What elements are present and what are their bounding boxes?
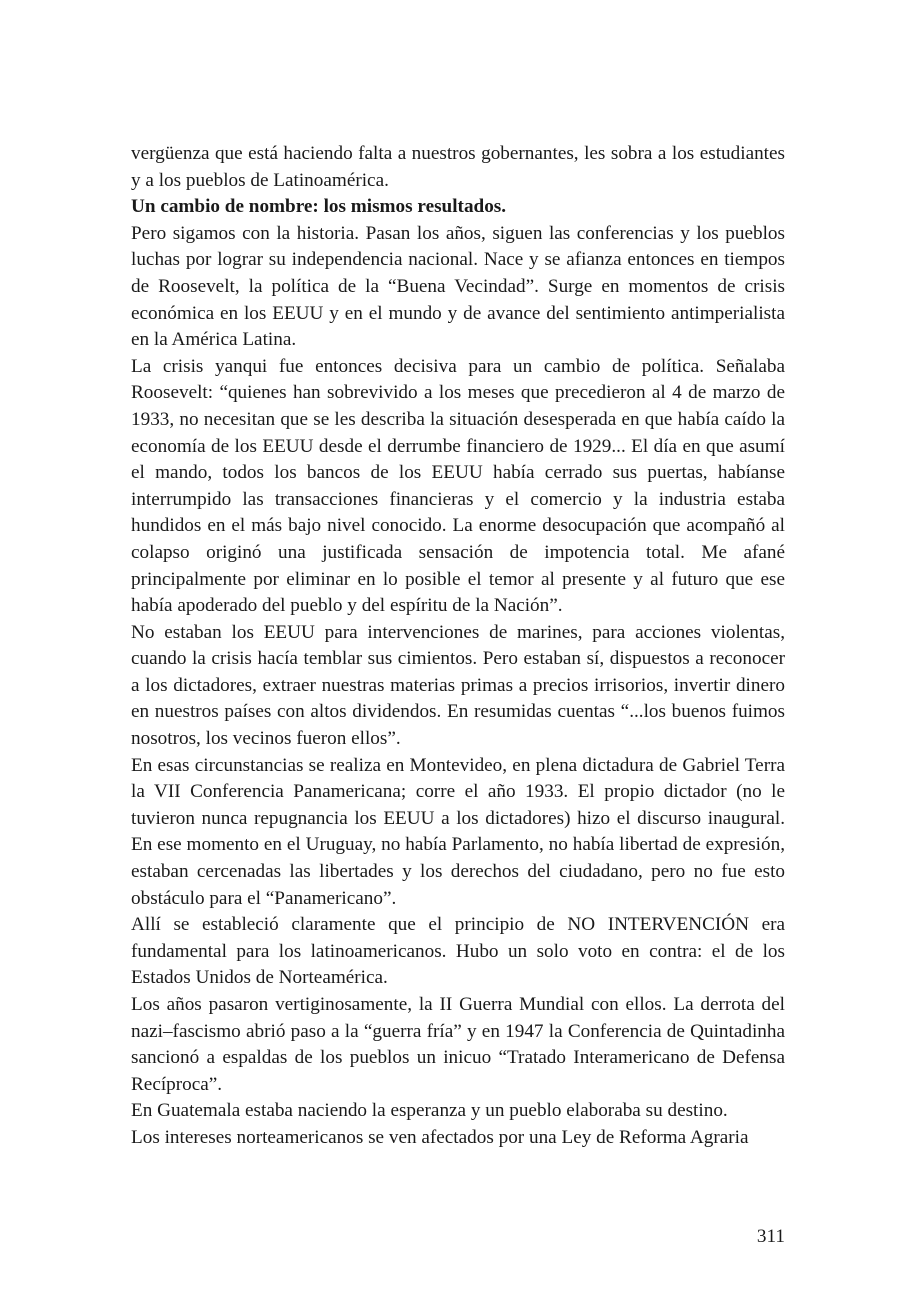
page-number: 311 (756, 1226, 785, 1247)
paragraph: Los intereses norteamericanos se ven afectados por una Ley de Reforma Agraria (131, 1126, 749, 1148)
paragraph: vergüenza que está haciendo falta a nuestros gobernantes, les sobra a los estudiantes y a los pueblos de Latinoamérica. (131, 143, 785, 191)
paragraph: No estaban los EEUU para intervenciones de marines, para acciones violentas, cuando la crisis hacía temblar sus cimientos. Pero estaban sí, dispuestos a reconocer a los dictadores, extraer nuestras materias primas a precios irrisorios, invertir dinero en nuestros países con altos dividendos. En resumidas cuentas “...los buenos fuimos nosotros, los vecinos fueron ellos”. (131, 621, 785, 750)
paragraph: Allí se estableció claramente que el principio de NO INTERVENCIÓN era fundamental para los latinoamericanos. Hubo un solo voto en contra: el de los Estados Unidos de Norteamérica. (131, 914, 785, 989)
paragraph: Pero sigamos con la historia. Pasan los años, siguen las conferencias y los pueblos luchas por lograr su independencia nacional. Nace y se afianza entonces en tiempos de Roosevelt, la política de la “Buena Vecindad”. Surge en momentos de crisis económica en los EEUU y en el mundo y de avance del sentimiento antimperialista en la América Latina. (131, 222, 785, 351)
paragraph: En Guatemala estaba naciendo la esperanza y un pueblo elaboraba su destino. (131, 1100, 728, 1122)
paragraph: La crisis yanqui fue entonces decisiva para un cambio de política. Señalaba Roosevelt: “quienes han sobrevivido a los meses que precedieron al 4 de marzo de 1933, no necesitan que se les describa la situación desesperada en que había caído la economía de los EEUU desde el derrumbe financiero de 1929... El día en que asumí el mando, todos los bancos de los EEUU había cerrado sus puertas, habíanse interrumpido las transacciones financieras y el comercio y la industria estaba hundidos en el más bajo nivel conocido. La enorme desocupación que acompañó al colapso originó una justificada sensación de impotencia total. Me afané principalmente por eliminar en lo posible el temor al presente y al futuro que ese había apoderado del pueblo y del espíritu de la Nación”. (131, 355, 785, 617)
body-text (131, 141, 785, 1152)
paragraph: Los años pasaron vertiginosamente, la II Guerra Mundial con ellos. La derrota del nazi–fascismo abrió paso a la “guerra fría” y en 1947 la Conferencia de Quintadinha sancionó a espaldas de los pueblos un inicuo “Tratado Interamericano de Defensa Recíproca”. (131, 994, 785, 1095)
paragraph: En esas circunstancias se realiza en Montevideo, en plena dictadura de Gabriel Terra la VII Conferencia Panamericana; corre el año 1933. El propio dictador (no le tuvieron nunca repugnancia los EEUU a los dictadores) hizo el discurso inaugural. En ese momento en el Uruguay, no había Parlamento, no había libertad de expresión, estaban cercenadas las libertades y los derechos del ciudadano, pero no fue esto obstáculo para el “Panamericano”. (131, 754, 785, 909)
section-heading: Un cambio de nombre: los mismos resultados. (131, 196, 507, 218)
